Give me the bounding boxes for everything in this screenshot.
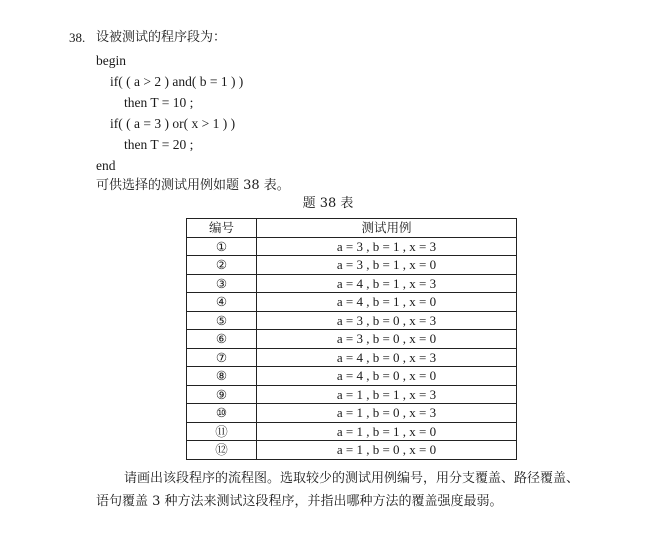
row-case: a = 4 , b = 0 , x = 3 xyxy=(257,348,517,367)
header-id: 编号 xyxy=(187,219,257,238)
row-id: ⑪ xyxy=(187,422,257,441)
table-row xyxy=(187,237,517,256)
row-id: ⑩ xyxy=(187,404,257,423)
row-case: a = 4 , b = 1 , x = 3 xyxy=(257,274,517,293)
row-case: a = 3 , b = 1 , x = 3 xyxy=(257,237,517,256)
instructions-line-2: 语句覆盖 3 种方法来测试这段程序，并指出哪种方法的覆盖强度最弱。 xyxy=(96,494,503,509)
code-line-if-1: if( ( a > 2 ) and( b = 1 ) ) xyxy=(110,74,244,89)
table-header-row xyxy=(187,219,517,238)
row-case: a = 1 , b = 0 , x = 0 xyxy=(257,441,517,460)
test-case-table xyxy=(186,218,517,460)
row-id: ③ xyxy=(187,274,257,293)
row-id: ⑦ xyxy=(187,348,257,367)
table-row xyxy=(187,293,517,312)
table-row xyxy=(187,367,517,386)
header-test-case: 测试用例 xyxy=(257,219,517,238)
table-row xyxy=(187,441,517,460)
table-row xyxy=(187,274,517,293)
code-line-end: end xyxy=(96,158,116,173)
row-id: ④ xyxy=(187,293,257,312)
row-id: ② xyxy=(187,256,257,275)
table-row xyxy=(187,422,517,441)
row-id: ① xyxy=(187,237,257,256)
row-id: ⑧ xyxy=(187,367,257,386)
question-intro: 设被测试的程序段为： xyxy=(96,30,227,45)
code-line-then-2: then T = 20 ; xyxy=(124,137,194,152)
row-case: a = 1 , b = 1 , x = 3 xyxy=(257,385,517,404)
row-case: a = 4 , b = 0 , x = 0 xyxy=(257,367,517,386)
row-case: a = 4 , b = 1 , x = 0 xyxy=(257,293,517,312)
row-id: ⑤ xyxy=(187,311,257,330)
code-line-then-1: then T = 10 ; xyxy=(124,95,194,110)
row-case: a = 3 , b = 1 , x = 0 xyxy=(257,256,517,275)
row-id: ⑥ xyxy=(187,330,257,349)
table-intro: 可供选择的测试用例如题 38 表。 xyxy=(96,178,290,193)
instructions-line-1: 请画出该段程序的流程图。选取较少的测试用例编号，用分支覆盖、路径覆盖、 xyxy=(124,471,580,486)
code-line-begin: begin xyxy=(96,53,126,68)
question-number: 38. xyxy=(69,30,86,45)
table-caption: 题 38 表 xyxy=(302,196,354,211)
row-id: ⑫ xyxy=(187,441,257,460)
row-case: a = 3 , b = 0 , x = 3 xyxy=(257,311,517,330)
table-row xyxy=(187,404,517,423)
row-id: ⑨ xyxy=(187,385,257,404)
row-case: a = 1 , b = 1 , x = 0 xyxy=(257,422,517,441)
table-row xyxy=(187,256,517,275)
code-line-if-2: if( ( a = 3 ) or( x > 1 ) ) xyxy=(110,116,236,131)
row-case: a = 1 , b = 0 , x = 3 xyxy=(257,404,517,423)
table-row xyxy=(187,385,517,404)
table-row xyxy=(187,348,517,367)
row-case: a = 3 , b = 0 , x = 0 xyxy=(257,330,517,349)
table-row xyxy=(187,311,517,330)
table-row xyxy=(187,330,517,349)
